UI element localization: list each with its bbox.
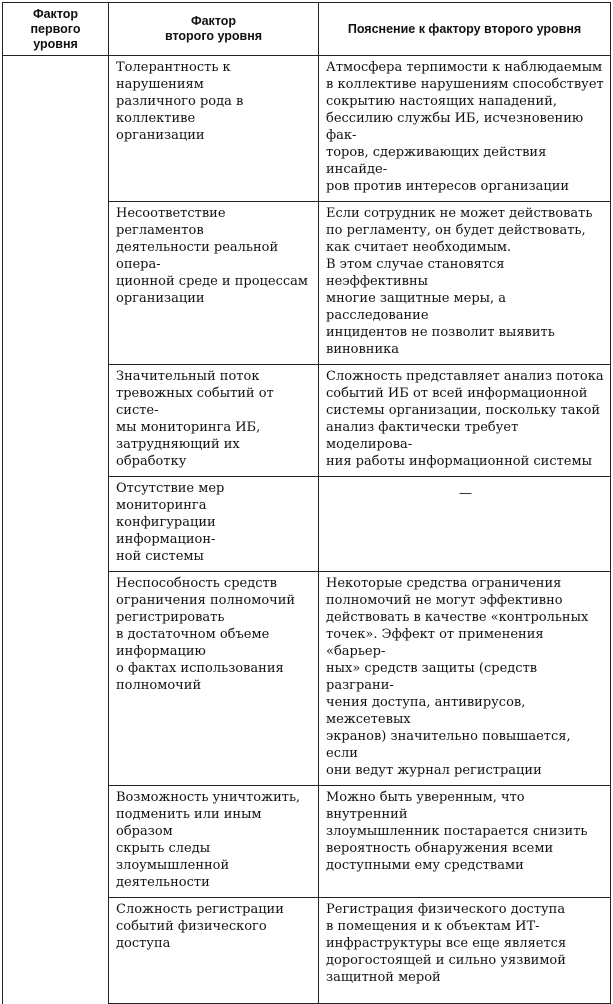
- table-row: [3, 202, 611, 365]
- level1-cell: [3, 572, 109, 786]
- explanation-text: Некоторые средства ограничения полномочий не могут эффективно действовать в качестве «контрольных точек». Эффект от применения «барьер- ных» средств защиты (средств разграни- чения доступа, антивирусов, межсетевых экранов) значительно повышается, если они ведут журнал регистрации: [326, 576, 589, 778]
- factor-text: Возможность уничтожить, подменить или иным образом скрыть следы злоумышленной деятельности: [116, 790, 301, 890]
- header-level2-text: Фактор второго уровня: [164, 14, 263, 43]
- level1-cell: [3, 477, 109, 572]
- factor-cell: [109, 202, 319, 365]
- factor-text: Неспособность средств ограничения полномочий регистрировать в достаточном объеме информацию о фактах использования полномочий: [116, 576, 296, 693]
- header-level1-text: Фактор первого уровня: [30, 6, 81, 51]
- explanation-text: Регистрация физического доступа в помещения и к объектам ИТ- инфраструктуры все еще является дорогостоящей и сильно уязвимой защитной мерой: [326, 902, 567, 985]
- explanation-cell: [319, 786, 611, 898]
- explanation-text: Если сотрудник не может действовать по регламенту, он будет действовать, как считает необходимым. В этом случае становятся неэффективны многие защитные меры, а расследование инцидентов не позволит выявить виновника: [326, 206, 593, 357]
- factor-text: Толерантность к нарушениям различного рода в коллективе организации: [116, 60, 244, 143]
- factor-text: Значительный поток тревожных событий от систе- мы мониторинга ИБ, затрудняющий их обработку: [116, 369, 274, 469]
- factor-cell: [109, 786, 319, 898]
- header-row: [3, 3, 611, 56]
- explanation-cell: [319, 365, 611, 477]
- level1-cell: [3, 786, 109, 898]
- table-row: [3, 56, 611, 202]
- factors-table: [2, 2, 611, 1004]
- factor-text: Сложность регистрации событий физического доступа: [116, 902, 284, 951]
- explanation-text: Атмосфера терпимости к наблюдаемым в коллективе нарушениям способствует сокрытию настоящих нападений, бессилию службы ИБ, исчезновению фак- торов, сдерживающих действия инсайде- ров против интересов организации: [326, 60, 604, 194]
- explanation-cell: [319, 477, 611, 572]
- factor-cell: [109, 365, 319, 477]
- level1-cell: [3, 898, 109, 1004]
- table-row: [3, 898, 611, 1004]
- explanation-cell: [319, 202, 611, 365]
- factor-cell: [109, 898, 319, 1004]
- explanation-cell: [319, 898, 611, 1004]
- explanation-text: Можно быть уверенным, что внутренний злоумышленник постарается снизить вероятность обнаружения всеми доступными ему средствами: [326, 790, 588, 873]
- explanation-dash: —: [459, 486, 472, 501]
- factor-cell: [109, 572, 319, 786]
- explanation-cell: [319, 572, 611, 786]
- level1-cell: [3, 202, 109, 365]
- factor-text: Несоответствие регламентов деятельности реальной опера- ционной среде и процессам организации: [116, 206, 309, 306]
- level1-cell: [3, 365, 109, 477]
- factor-text: Отсутствие мер мониторинга конфигурации информацион- ной системы: [116, 481, 225, 564]
- header-explanation: [319, 3, 611, 56]
- factor-cell: [109, 477, 319, 572]
- explanation-cell: [319, 56, 611, 202]
- level1-cell: [3, 56, 109, 202]
- factor-cell: [109, 56, 319, 202]
- table-row: [3, 365, 611, 477]
- table-row: [3, 786, 611, 898]
- explanation-text: Сложность представляет анализ потока событий ИБ от всей информационной системы организации, поскольку такой анализ фактически требует моделирова- ния работы информационной системы: [326, 369, 604, 469]
- header-level2-factor: [109, 3, 319, 56]
- header-explanation-text: Пояснение к фактору второго уровня: [347, 21, 582, 36]
- header-level1-factor: [3, 3, 109, 56]
- table-row: [3, 572, 611, 786]
- table-row: [3, 477, 611, 572]
